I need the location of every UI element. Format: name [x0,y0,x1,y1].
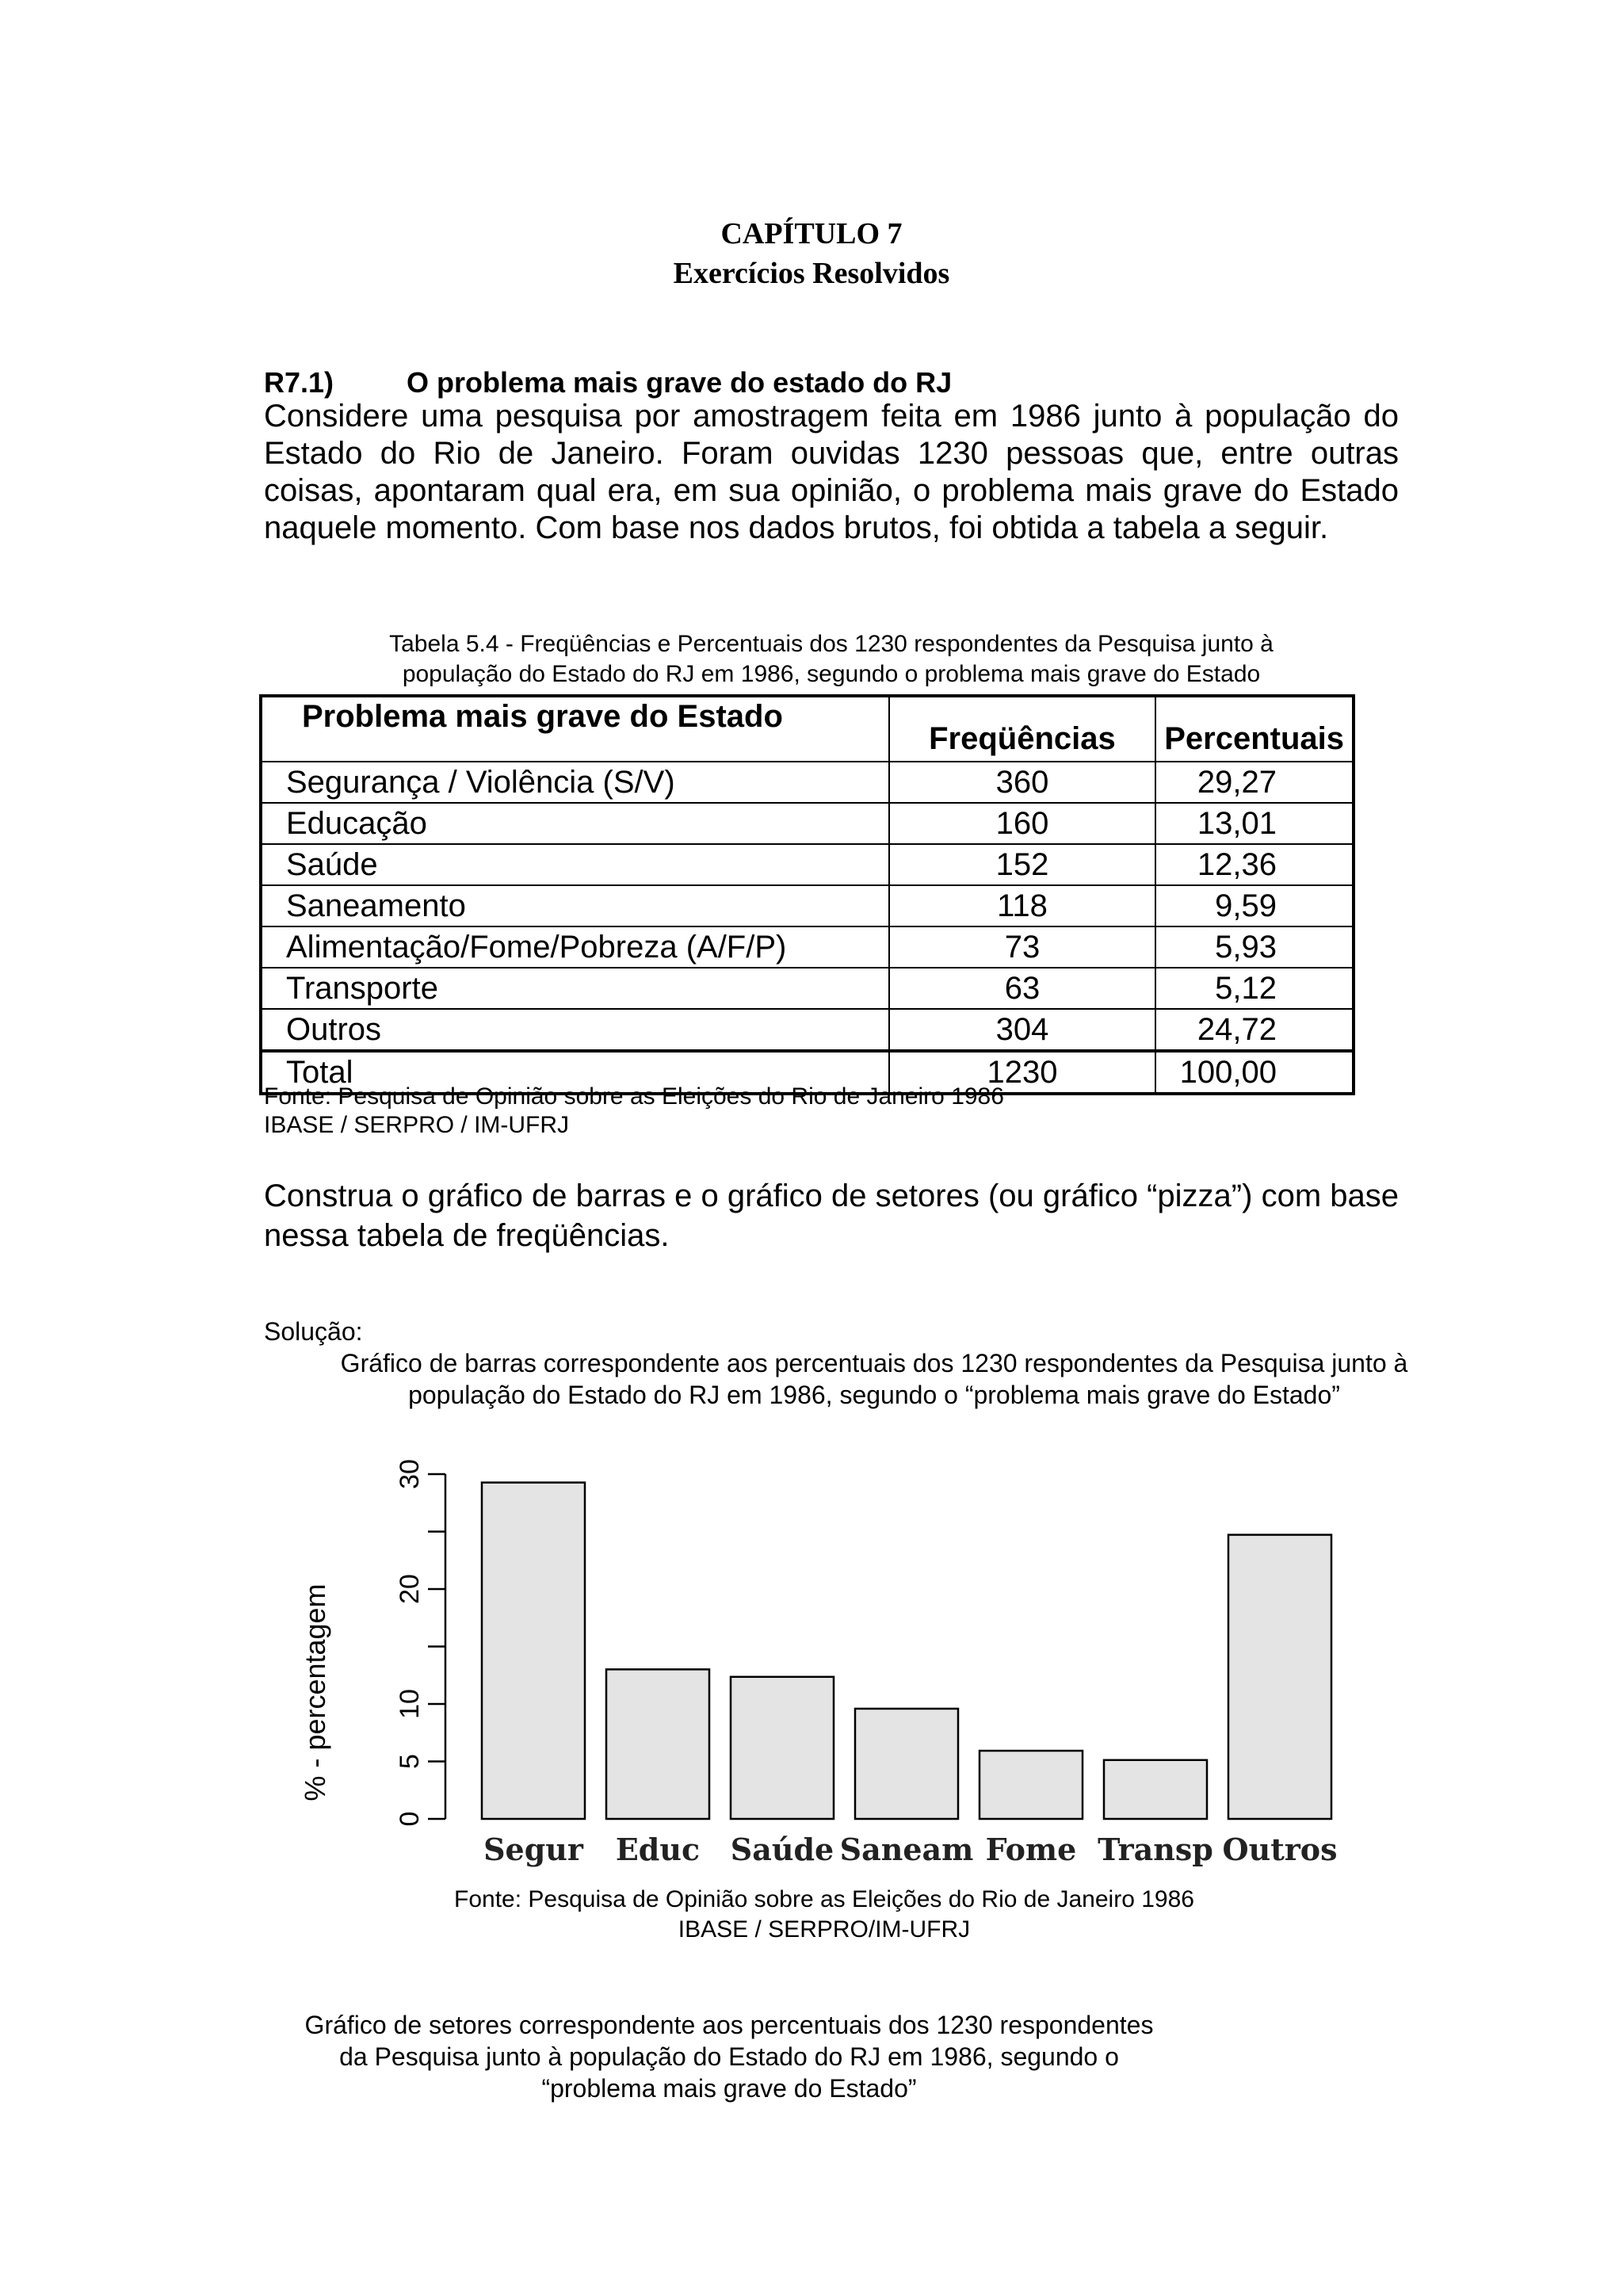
row-frequency: 63 [889,968,1156,1009]
problem-title: O problema mais grave do estado do RJ [407,366,953,399]
table-row [261,1009,1354,1051]
row-percentage: 13,01 [1155,803,1354,844]
task-statement: Construa o gráfico de barras e o gráfico de setores (ou gráfico “pizza”) com base nessa tabela de freqüências. [264,1179,1399,1253]
row-label: Saneamento [261,885,889,926]
table-row [261,762,1354,803]
total-frequency: 1230 [889,1051,1156,1094]
table-source-line-2: IBASE / SERPRO / IM-UFRJ [264,1112,570,1138]
table-row [261,968,1354,1009]
table-row [261,844,1354,885]
x-tick-label: Transp [1098,1832,1213,1867]
bar-caption-line-1: Gráfico de barras correspondente aos percentuais dos 1230 respondentes da Pesquisa junto à [340,1349,1408,1377]
bar-chart-caption [264,1347,1484,1411]
pie-caption-line-3: “problema mais grave do Estado” [541,2074,917,2103]
frequency-table [259,694,1355,1095]
bar-saneam [855,1709,958,1819]
header-percentages: Percentuais [1155,696,1354,762]
total-percentage: 100,00 [1155,1051,1354,1094]
bar-fome [980,1751,1083,1819]
row-frequency: 118 [889,885,1156,926]
row-percentage: 12,36 [1155,844,1354,885]
row-frequency: 304 [889,1009,1156,1051]
row-frequency: 152 [889,844,1156,885]
y-tick-label: 20 [395,1574,425,1604]
table-caption-line-2: população do Estado do RJ em 1986, segundo o problema mais grave do Estado [402,661,1261,687]
pie-caption-line-1: Gráfico de setores correspondente aos percentuais dos 1230 respondentes [304,2011,1154,2039]
chart-source [349,1885,1300,1945]
total-label: Total [261,1051,889,1094]
x-tick-label: Saúde [730,1832,834,1867]
row-label: Transporte [261,968,889,1009]
row-frequency: 73 [889,926,1156,968]
header-problem: Problema mais grave do Estado [261,696,889,762]
chart-source-line-2: IBASE / SERPRO/IM-UFRJ [678,1916,971,1943]
row-frequency: 160 [889,803,1156,844]
bar-chart [269,1435,1379,1878]
x-tick-label: Educ [615,1832,701,1867]
problem-intro: Considere uma pesquisa por amostragem feita em 1986 junto à população do Estado do Rio de Janeiro. Foram ouvidas 1230 pessoas que, entre outras coisas, apontaram qual era, em sua opinião, o problema mais grave do Estado naquele momento. Com base nos dados brutos, foi obtida a tabela a seguir. [264,399,1399,545]
x-tick-label: Outros [1222,1832,1338,1867]
chart-source-line-1: Fonte: Pesquisa de Opinião sobre as Eleições do Rio de Janeiro 1986 [454,1886,1194,1912]
chapter-subtitle: Exercícios Resolvidos [673,257,950,290]
y-tick-label: 5 [395,1754,425,1769]
row-percentage: 29,27 [1155,762,1354,803]
chapter-title: CAPÍTULO 7 [720,217,903,250]
problem-number: R7.1) [264,366,334,399]
bar-transp [1104,1760,1207,1819]
solution-label: Solução: [264,1317,363,1346]
table-row [261,885,1354,926]
table-source-line-1: Fonte: Pesquisa de Opinião sobre as Eleições do Rio de Janeiro 1986 [264,1083,1004,1110]
row-percentage: 24,72 [1155,1009,1354,1051]
row-label: Educação [261,803,889,844]
row-label: Segurança / Violência (S/V) [261,762,889,803]
y-tick-label: 30 [395,1459,425,1489]
header-frequencies: Freqüências [889,696,1156,762]
row-percentage: 5,12 [1155,968,1354,1009]
bar-saúde [731,1677,834,1819]
row-frequency: 360 [889,762,1156,803]
y-tick-label: 0 [395,1811,425,1827]
x-tick-label: Fome [985,1832,1077,1867]
bar-segur [482,1483,585,1819]
table-row [261,926,1354,968]
x-tick-label: Segur [483,1832,583,1867]
row-percentage: 9,59 [1155,885,1354,926]
table-caption [264,629,1399,690]
problem-heading [264,366,952,399]
x-tick-label: Saneam [839,1832,974,1867]
chapter-heading [0,214,1623,293]
row-percentage: 5,93 [1155,926,1354,968]
table-source [264,1083,1004,1140]
bar-educ [606,1669,709,1819]
row-label: Outros [261,1009,889,1051]
y-axis-label: % - percentagem [299,1584,331,1801]
pie-chart-caption [238,2009,1220,2104]
pie-caption-line-2: da Pesquisa junto à população do Estado do RJ em 1986, segundo o [339,2042,1119,2071]
bar-outros [1228,1535,1331,1819]
table-caption-line-1: Tabela 5.4 - Freqüências e Percentuais dos 1230 respondentes da Pesquisa junto à [389,631,1274,657]
row-label: Saúde [261,844,889,885]
row-label: Alimentação/Fome/Pobreza (A/F/P) [261,926,889,968]
table-row [261,803,1354,844]
table-header-row [261,696,1354,762]
y-tick-label: 10 [395,1689,425,1719]
bar-caption-line-2: população do Estado do RJ em 1986, segundo o “problema mais grave do Estado” [408,1381,1340,1409]
